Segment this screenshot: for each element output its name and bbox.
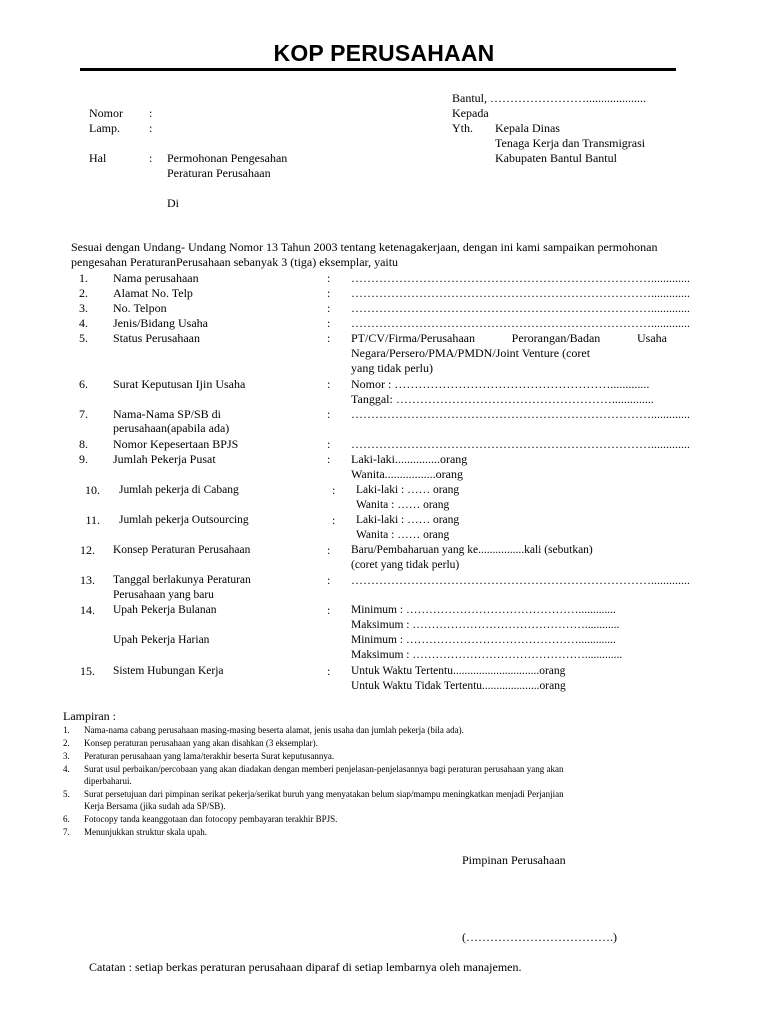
item-number: 8. — [79, 437, 88, 451]
item-value-field[interactable]: …………………………………………………………………............. — [351, 437, 690, 451]
item-number: 6. — [79, 377, 88, 391]
attachment-number: 7. — [63, 827, 70, 837]
attachment-number: 3. — [63, 751, 70, 761]
meta-label-nomor: Nomor — [89, 106, 123, 120]
female-count-field[interactable]: Wanita : …… orang — [356, 499, 450, 511]
attachment-text: Nama-nama cabang perusahaan masing-masing beserta alamat, jenis usaha dan jumlah pekerja (bila ada). — [84, 725, 464, 735]
status-option: PT/CV/Firma/Perusahaan — [351, 331, 475, 345]
item-number: 15. — [80, 664, 95, 678]
intro-line-2: pengesahan PeraturanPerusahaan sebanyak 3 (tiga) eksemplar, yaitu — [71, 255, 399, 269]
item-sep: : — [327, 301, 331, 315]
item-label: Jenis/Bidang Usaha — [113, 316, 208, 330]
item-number: 12. — [80, 543, 95, 557]
recipient-line-1: Kepala Dinas — [495, 121, 560, 135]
attachment-text: Surat persetujuan dari pimpinan serikat pekerja/serikat buruh yang menyatakan belum siap/mampu meningkatkan menjadi Perjanjian — [84, 789, 564, 799]
status-option: Perorangan/Badan — [511, 331, 601, 345]
attachment-number: 6. — [63, 814, 70, 824]
male-count-field[interactable]: Laki-laki : …… orang — [356, 484, 460, 496]
item-value-field[interactable]: …………………………………………………………………............. — [351, 316, 690, 330]
item-number: 14. — [80, 603, 95, 617]
item-sep: : — [327, 407, 331, 421]
attachment-number: 1. — [63, 725, 70, 735]
daily-max-field[interactable]: Maksimum : ………………………………………............. — [351, 649, 623, 661]
item-label: Surat Keputusan Ijin Usaha — [113, 377, 246, 391]
daily-min-field[interactable]: Minimum : ………………………………………............. — [351, 634, 616, 646]
item-label: Jumlah pekerja di Cabang — [119, 484, 239, 496]
item-sep: : — [327, 286, 331, 300]
item-label: Upah Pekerja Harian — [113, 634, 210, 646]
effective-date-field[interactable]: …………………………………………………………………............. — [351, 573, 690, 587]
title-divider — [80, 68, 676, 71]
item-number: 7. — [79, 407, 88, 421]
item-sep: : — [327, 664, 331, 678]
yth-label: Yth. — [452, 121, 473, 135]
female-count-field[interactable]: Wanita : …… orang — [356, 529, 450, 541]
item-number: 9. — [79, 452, 88, 466]
item-sep: : — [327, 452, 331, 466]
item-label: Konsep Peraturan Perusahaan — [113, 544, 251, 556]
item-label: Upah Pekerja Bulanan — [113, 604, 217, 616]
status-options-line-3: yang tidak perlu) — [351, 361, 433, 375]
status-options-line-1 — [351, 331, 667, 346]
female-count-field[interactable]: Wanita.................orang — [351, 467, 464, 481]
attachment-text: Menunjukkan struktur skala upah. — [84, 827, 207, 837]
signature-name-field[interactable]: (……………………………….) — [462, 930, 617, 944]
attachment-text: Surat usul perbaikan/percobaan yang akan diadakan dengan memberi penjelasan-penjelasannya bagi peraturan perusahaan yang akan — [84, 764, 564, 774]
hal-value-line-2: Peraturan Perusahaan — [167, 166, 271, 180]
item-sep: : — [327, 573, 331, 587]
item-sep: : — [332, 483, 336, 497]
recipient-line-3: Kabupaten Bantul Bantul — [495, 151, 617, 165]
status-options-line-2: Negara/Persero/PMA/PMDN/Joint Venture (coret — [351, 346, 591, 360]
male-count-field[interactable]: Laki-laki...............orang — [351, 452, 468, 466]
page-title: KOP PERUSAHAAN — [273, 40, 495, 66]
attachments-title: Lampiran : — [63, 709, 116, 723]
to-label: Kepada — [452, 106, 489, 120]
item-label: Sistem Hubungan Kerja — [113, 665, 224, 677]
attachment-text: Peraturan perusahaan yang lama/terakhir beserta Surat keputusannya. — [84, 751, 335, 761]
item-sep: : — [327, 543, 331, 557]
attachment-text: Fotocopy tanda keanggotaan dan fotocopy pembayaran terakhir BPJS. — [84, 814, 338, 824]
item-label: No. Telpon — [113, 301, 167, 315]
meta-label-lamp: Lamp. — [89, 121, 120, 135]
item-sep: : — [332, 513, 336, 527]
item-value-field[interactable]: …………………………………………………………………............. — [351, 407, 690, 421]
di-label: Di — [167, 196, 179, 210]
item-label: perusahaan(apabila ada) — [113, 421, 230, 435]
revision-field[interactable]: Baru/Pembaharuan yang ke................kali (sebutkan) — [351, 544, 593, 556]
item-number: 10. — [85, 483, 100, 497]
item-number: 11. — [85, 513, 100, 527]
item-number: 3. — [79, 301, 88, 315]
monthly-min-field[interactable]: Minimum : ………………………………………............. — [351, 604, 616, 616]
attachment-text: Konsep peraturan perusahaan yang akan disahkan (3 eksemplar). — [84, 738, 318, 748]
meta-sep: : — [149, 121, 153, 135]
item-number: 1. — [79, 271, 88, 285]
license-date-field[interactable]: Tanggal: ……………………………………………….............. — [351, 392, 654, 406]
attachment-number: 4. — [63, 764, 70, 774]
item-number: 4. — [79, 316, 88, 330]
item-label: Jumlah pekerja Outsourcing — [119, 514, 249, 526]
meta-sep: : — [149, 151, 153, 165]
permanent-field[interactable]: Untuk Waktu Tidak Tertentu....................orang — [351, 680, 566, 692]
place-date: Bantul, …………………….................... — [452, 91, 646, 105]
attachment-number: 5. — [63, 789, 70, 799]
item-sep: : — [327, 603, 331, 617]
item-value-field[interactable]: …………………………………………………………………............. — [351, 301, 690, 315]
male-count-field[interactable]: Laki-laki : …… orang — [356, 514, 460, 526]
intro-line-1: Sesuai dengan Undang- Undang Nomor 13 Tahun 2003 tentang ketenagakerjaan, dengan ini kami sampaikan permohonan — [71, 240, 658, 254]
hal-value-line-1: Permohonan Pengesahan — [167, 151, 288, 165]
item-sep: : — [327, 271, 331, 285]
monthly-max-field[interactable]: Maksimum : ………………………………………............ — [351, 619, 620, 631]
item-value-field[interactable]: …………………………………………………………………............. — [351, 286, 690, 300]
item-sep: : — [327, 331, 331, 345]
item-sep: : — [327, 377, 331, 391]
item-label: Perusahaan yang baru — [113, 589, 214, 601]
item-label: Alamat No. Telp — [113, 286, 193, 300]
item-label: Tanggal berlakunya Peraturan — [113, 574, 251, 586]
meta-sep: : — [149, 106, 153, 120]
item-number: 13. — [80, 573, 95, 587]
meta-label-hal: Hal — [89, 151, 107, 165]
fixed-term-field[interactable]: Untuk Waktu Tertentu..............................orang — [351, 665, 566, 677]
item-label: Nama-Nama SP/SB di — [113, 407, 221, 421]
status-option: Usaha — [637, 331, 667, 345]
item-number: 5. — [79, 331, 88, 345]
item-value-field[interactable]: …………………………………………………………………............. — [351, 271, 690, 285]
item-sep: : — [327, 437, 331, 451]
signature-title: Pimpinan Perusahaan — [462, 853, 566, 867]
attachment-text: diperbaharui. — [84, 776, 132, 786]
footer-note: Catatan : setiap berkas peraturan perusahaan diparaf di setiap lembarnya oleh manajemen. — [89, 960, 522, 974]
recipient-line-2: Tenaga Kerja dan Transmigrasi — [495, 136, 646, 150]
item-label: Jumlah Pekerja Pusat — [113, 452, 216, 466]
license-number-field[interactable]: Nomor : ………………………………………………............. — [351, 377, 650, 391]
item-number: 2. — [79, 286, 88, 300]
revision-note: (coret yang tidak perlu) — [351, 559, 460, 571]
item-label: Nomor Kepesertaan BPJS — [113, 437, 239, 451]
item-label: Status Perusahaan — [113, 331, 200, 345]
attachment-number: 2. — [63, 738, 70, 748]
attachment-text: Kerja Bersama (jika sudah ada SP/SB). — [84, 801, 226, 811]
item-sep: : — [327, 316, 331, 330]
item-label: Nama perusahaan — [113, 271, 199, 285]
